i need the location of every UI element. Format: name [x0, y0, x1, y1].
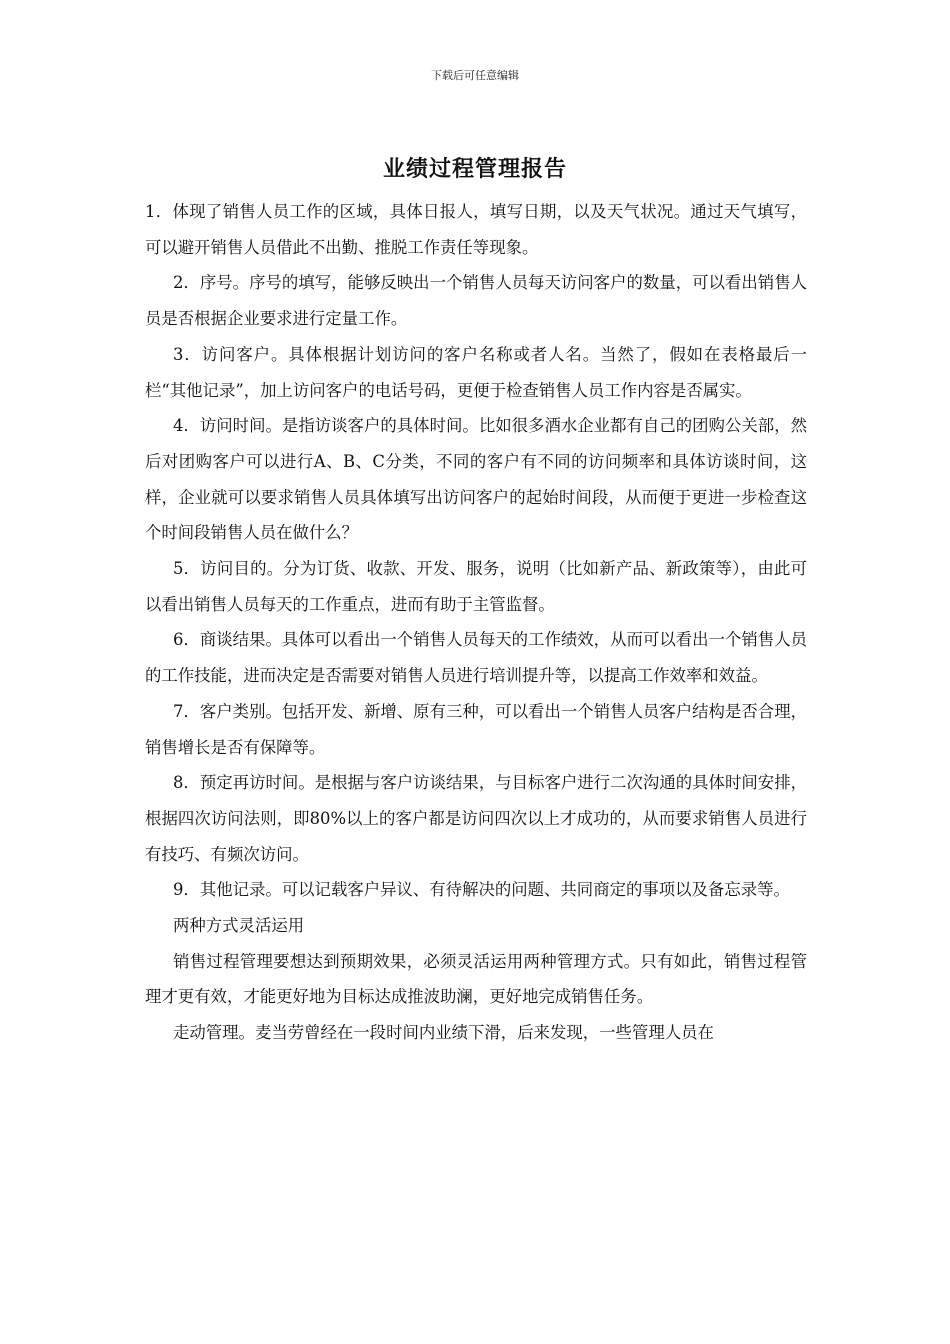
document-body — [145, 194, 807, 1051]
paragraph-item-2: 2．序号。序号的填写，能够反映出一个销售人员每天访问客户的数量，可以看出销售人员是否根据企业要求进行定量工作。 — [145, 273, 807, 329]
paragraph-item-6: 6．商谈结果。具体可以看出一个销售人员每天的工作绩效，从而可以看出一个销售人员的工作技能，进而决定是否需要对销售人员进行培训提升等，以提高工作效率和效益。 — [145, 630, 807, 686]
paragraph-item-1: 1．体现了销售人员工作的区域，具体日报人，填写日期，以及天气状况。通过天气填写，可以避开销售人员借此不出勤、推脱工作责任等现象。 — [145, 202, 807, 257]
paragraph-item-8: 8．预定再访时间。是根据与客户访谈结果，与目标客户进行二次沟通的具体时间安排，根据四次访问法则，即80%以上的客户都是访问四次以上才成功的，从而要求销售人员进行有技巧、有频次访问。 — [145, 773, 807, 864]
header-note: 下载后可任意编辑 — [431, 69, 519, 82]
paragraph-walking-management: 走动管理。麦当劳曾经在一段时间内业绩下滑，后来发现，一些管理人员在 — [173, 1023, 714, 1043]
paragraph-item-5: 5．访问目的。分为订货、收款、开发、服务，说明（比如新产品、新政策等），由此可以看出销售人员每天的工作重点，进而有助于主管监督。 — [145, 559, 807, 614]
paragraph-intro: 销售过程管理要想达到预期效果，必须灵活运用两种管理方式。只有如此，销售过程管理才更有效，才能更好地为目标达成推波助澜，更好地完成销售任务。 — [145, 951, 807, 1007]
section-heading: 两种方式灵活运用 — [173, 916, 305, 936]
paragraph-item-4: 4．访问时间。是指访谈客户的具体时间。比如很多酒水企业都有自己的团购公关部，然后对团购客户可以进行A、B、C分类，不同的客户有不同的访问频率和具体访谈时间，这样，企业就可以要求销售人员具体填写出访问客户的起始时间段，从而便于更进一步检查这个时间段销售人员在做什么？ — [145, 416, 807, 543]
paragraph-item-7: 7．客户类别。包括开发、新增、原有三种，可以看出一个销售人员客户结构是否合理，销售增长是否有保障等。 — [145, 701, 807, 757]
paragraph-item-9: 9．其他记录。可以记载客户异议、有待解决的问题、共同商定的事项以及备忘录等。 — [173, 880, 790, 900]
document-title: 业绩过程管理报告 — [382, 157, 567, 182]
paragraph-item-3: 3．访问客户。具体根据计划访问的客户名称或者人名。当然了，假如在表格最后一栏“其他记录”，加上访问客户的电话号码，更便于检查销售人员工作内容是否属实。 — [145, 344, 807, 400]
